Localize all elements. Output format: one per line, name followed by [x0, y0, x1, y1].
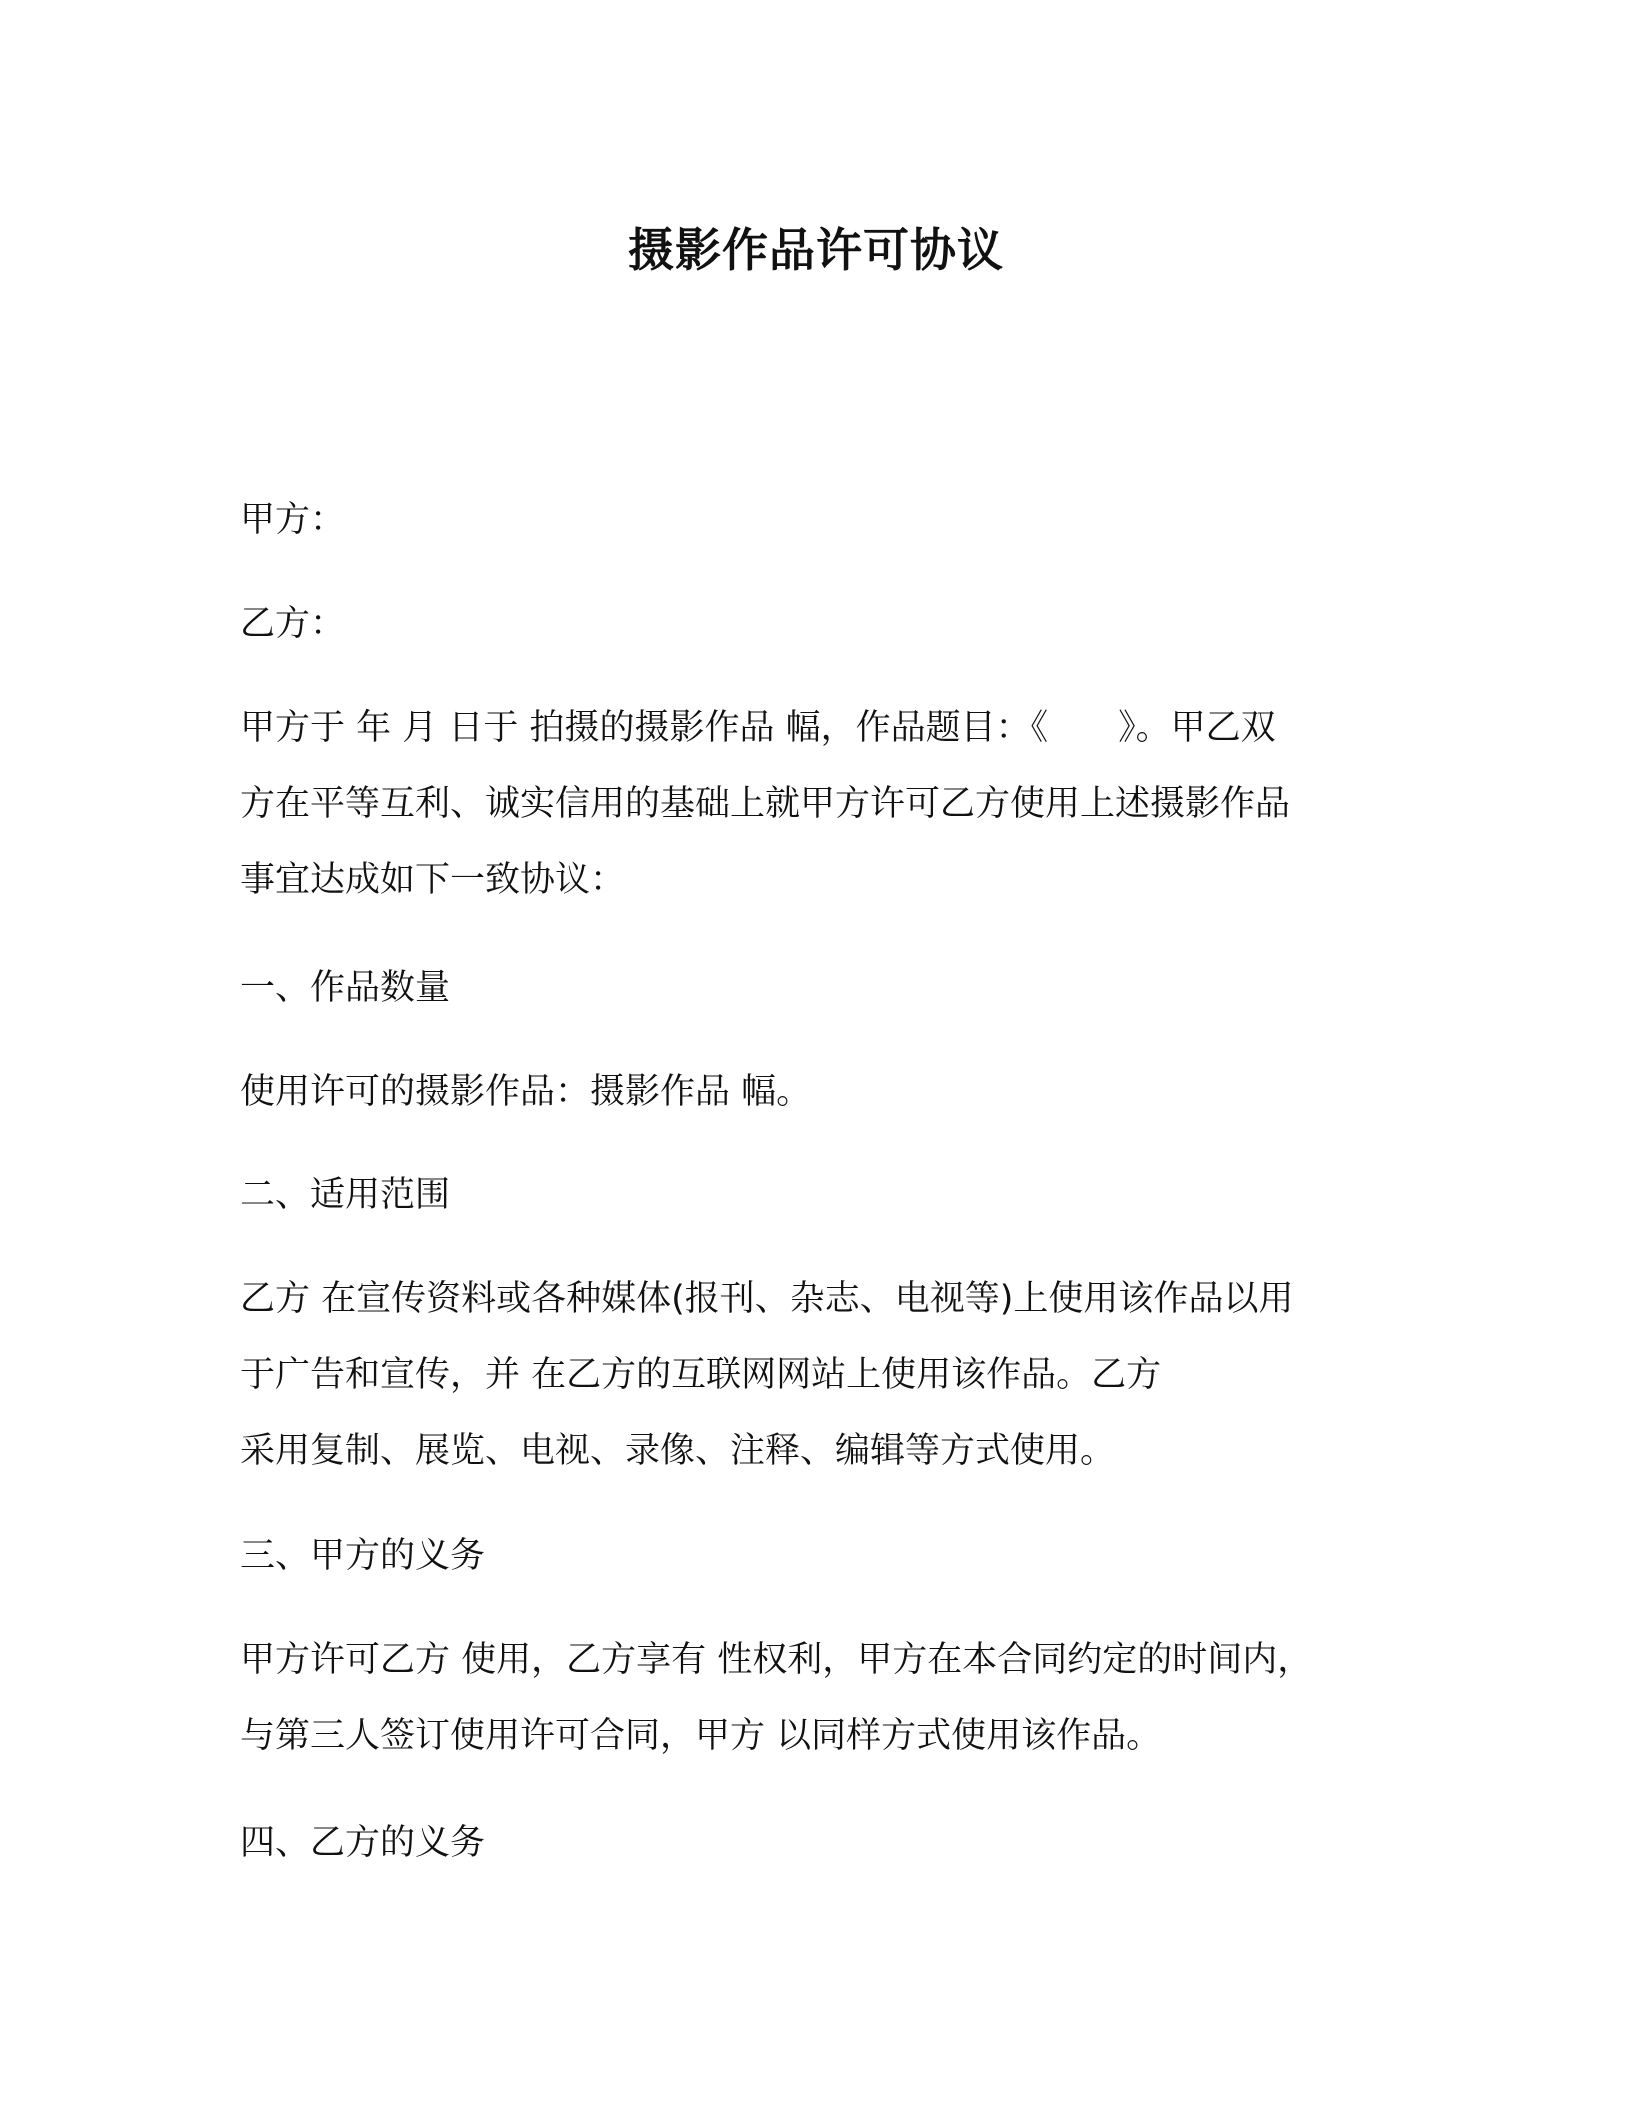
party-a-line — [240, 482, 1380, 558]
section-2-body — [240, 1261, 1380, 1489]
section-heading: 三、甲方的义务 — [240, 1536, 486, 1576]
section-line: 采用复制、展览、电视、录像、注释、编辑等方式使用。 — [240, 1431, 1116, 1471]
section-3-body — [240, 1622, 1380, 1774]
section-3-heading — [240, 1518, 1380, 1594]
intro-paragraph — [240, 690, 1380, 918]
section-1-body — [240, 1054, 1380, 1130]
section-line: 与第三人签订使用许可合同，甲方 以同样方式使用该作品。 — [240, 1716, 1162, 1756]
section-heading: 四、乙方的义务 — [240, 1823, 486, 1863]
intro-line-1-before: 甲方于 年 月 日于 拍摄的摄影作品 幅，作品题目：《 — [240, 708, 1049, 748]
section-heading: 一、作品数量 — [240, 968, 451, 1008]
section-1-heading — [240, 950, 1380, 1026]
section-line: 乙方 在宣传资料或各种媒体(报刊、杂志、电视等)上使用该作品以用 — [240, 1279, 1294, 1319]
section-2-heading — [240, 1157, 1380, 1233]
intro-line-1-after: 》。甲乙双 — [1118, 708, 1276, 748]
intro-line-1 — [240, 690, 1380, 766]
document-title: 摄影作品许可协议 — [628, 223, 1004, 277]
section-line: 使用许可的摄影作品：摄影作品 幅。 — [240, 1072, 812, 1112]
intro-line-2: 方在平等互利、诚实信用的基础上就甲方许可乙方使用上述摄影作品 — [240, 784, 1291, 824]
party-b-label: 乙方： — [240, 604, 346, 644]
section-line: 甲方许可乙方 使用，乙方享有 性权利，甲方在本合同约定的时间内， — [240, 1640, 1313, 1680]
section-line: 于广告和宣传，并 在乙方的互联网网站上使用该作品。乙方 — [240, 1355, 1162, 1395]
section-4-heading — [240, 1805, 1380, 1881]
party-b-line — [240, 586, 1380, 662]
section-heading: 二、适用范围 — [240, 1175, 451, 1215]
intro-line-3: 事宜达成如下一致协议： — [240, 860, 626, 900]
party-a-label: 甲方： — [240, 500, 346, 540]
